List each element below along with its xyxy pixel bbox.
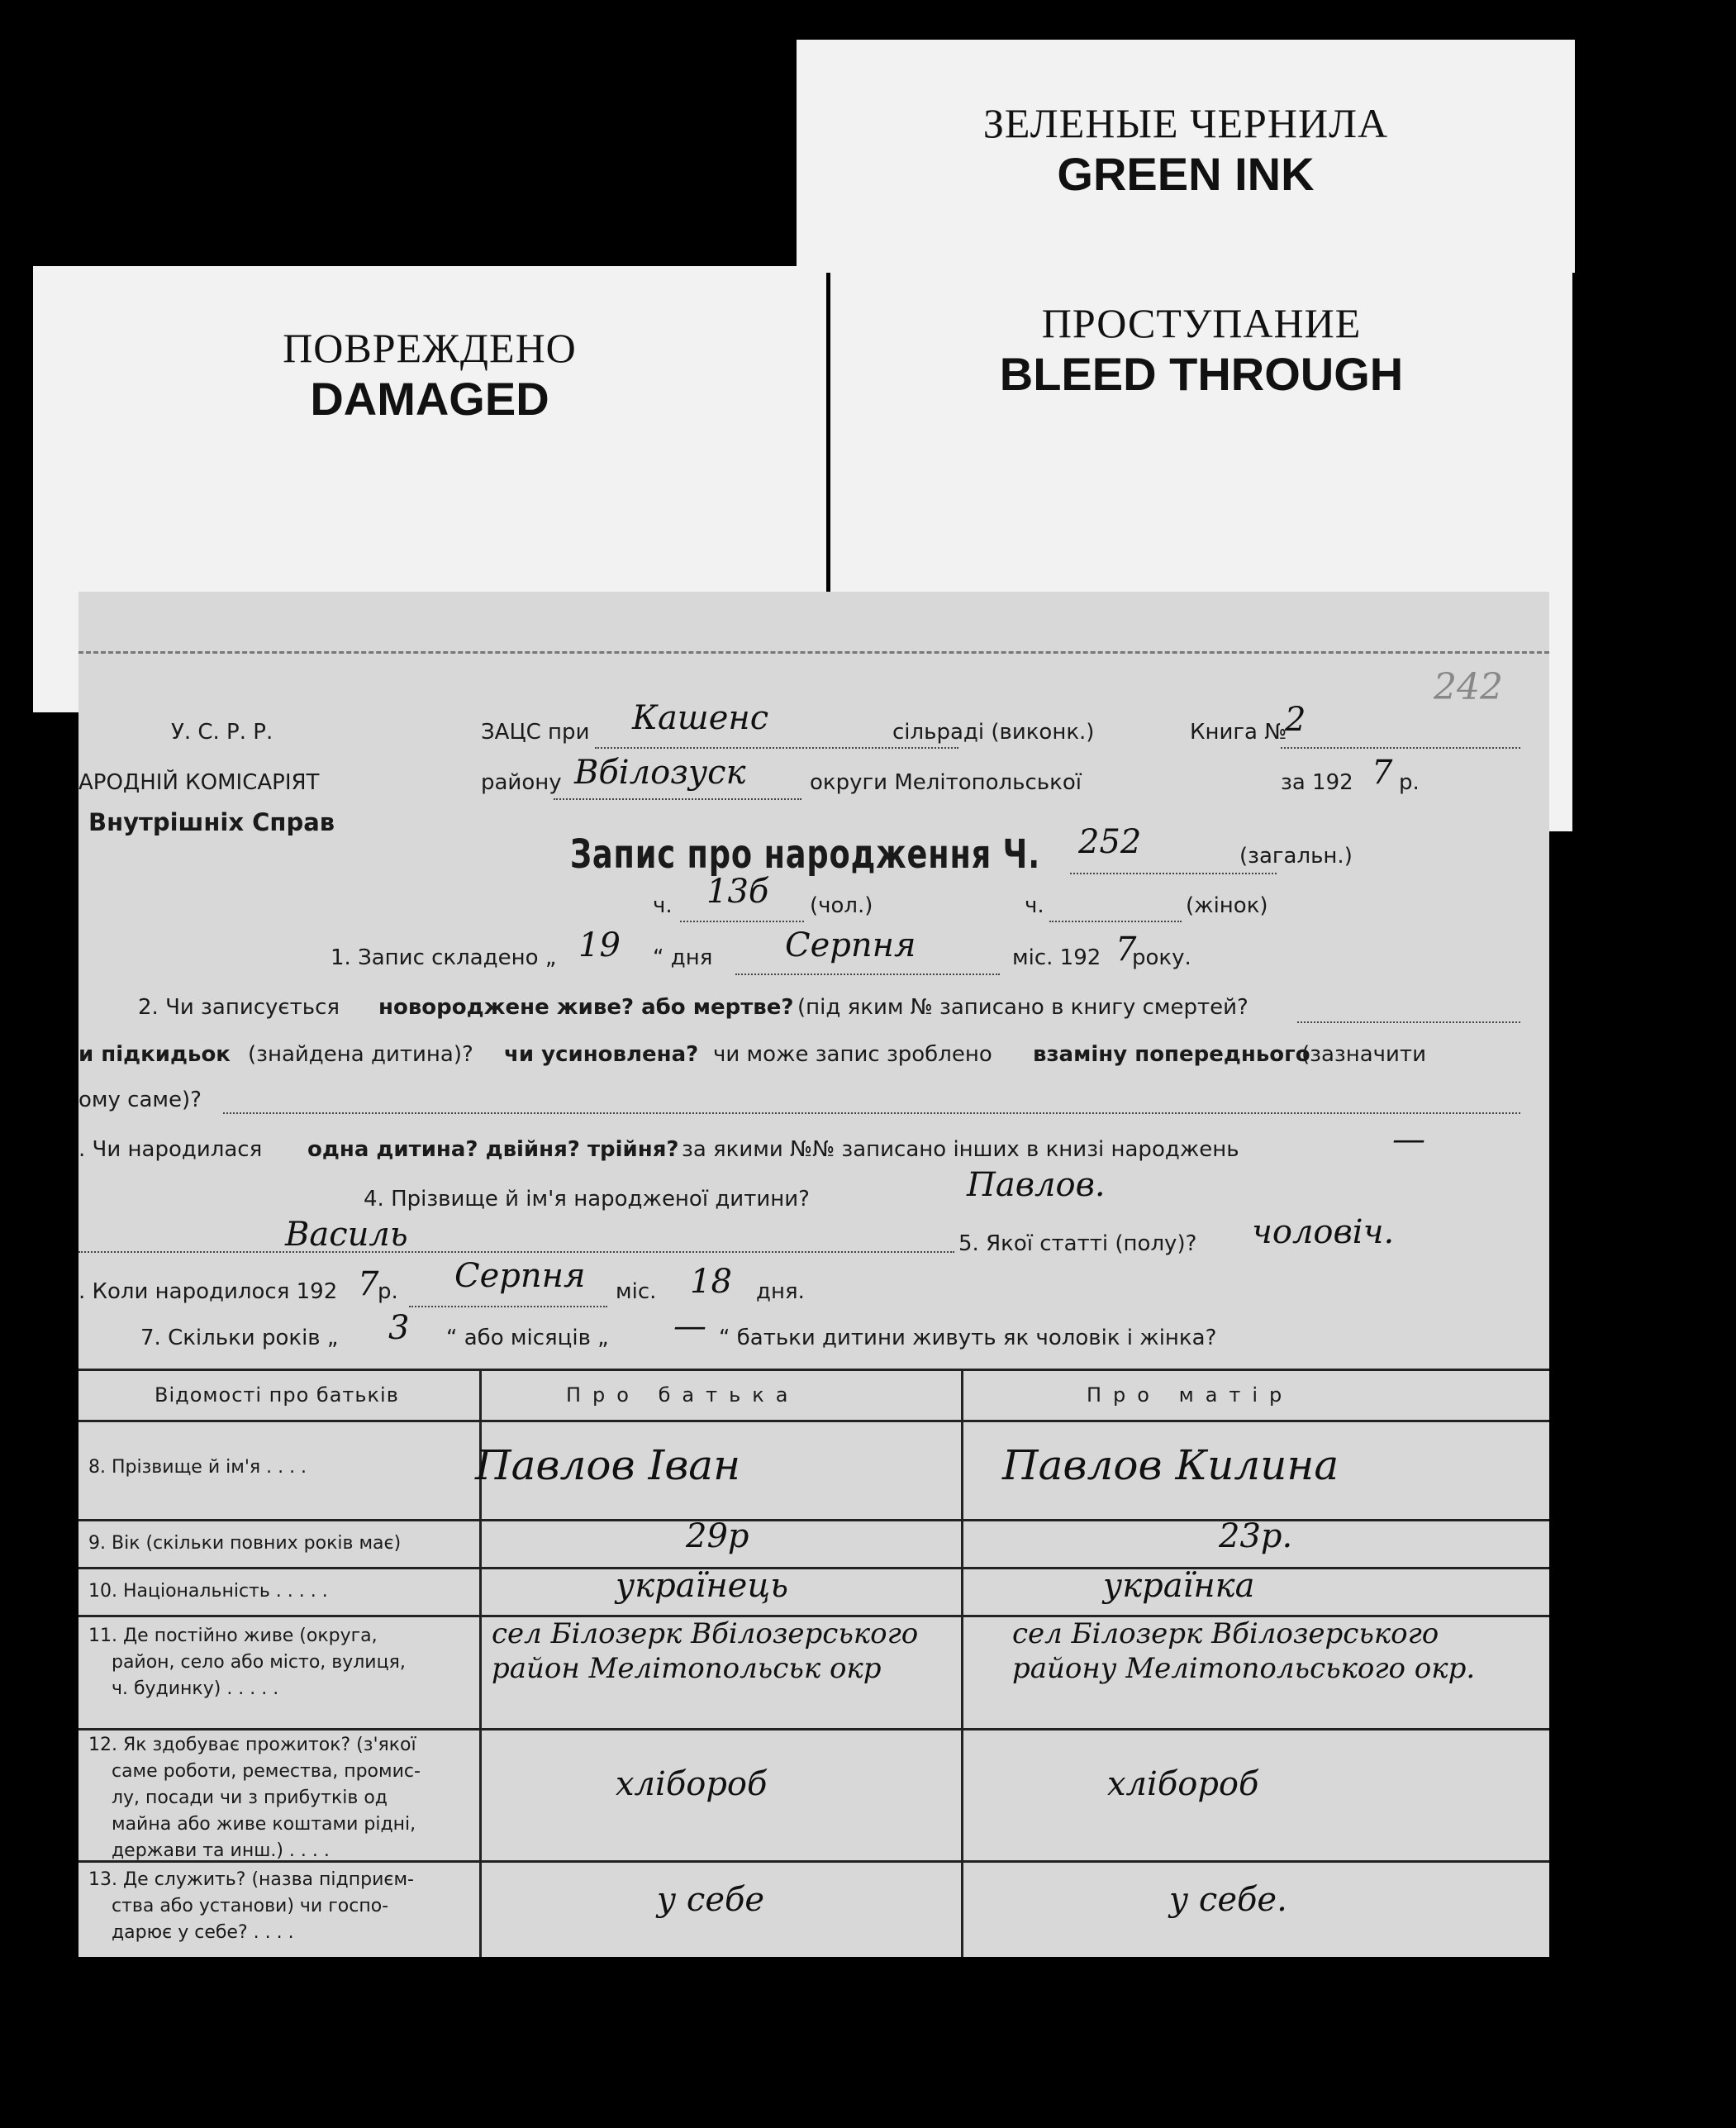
q4-label: 4. Прізвище й ім'я народженої дитини? [364,1187,810,1212]
q5-label: 5. Якої статті (полу)? [958,1231,1197,1256]
q6-prefix: . Коли народилося 192 [78,1279,338,1304]
q6-month-line [409,1306,607,1307]
q6-day: 18 [690,1263,732,1301]
zags-suffix: сільраді (виконк.) [892,720,1095,745]
father-age: 29р [686,1517,749,1555]
header-parents-info: Відомості про батьків [155,1383,399,1407]
row-label-residence: 11. Де постійно живе (округа, район, село або місто, вулиця, ч. будинку) . . . . . [88,1626,406,1699]
mother-name: Павлов Килина [1002,1441,1339,1489]
father-employment: у себе [657,1881,765,1919]
row-border [78,1519,1549,1521]
q2-which: ому саме)? [78,1088,202,1112]
q2-death-book: (під яким № записано в книгу смертей? [797,995,1248,1020]
year-label: за 192 [1281,770,1353,795]
book-label: Книга № [1190,720,1287,745]
q2-which-line [223,1112,1520,1114]
q3-prefix: . Чи народилася [78,1137,263,1162]
internal-affairs-header: Внутрішніх Справ [88,808,335,836]
green-ink-en: GREEN INK [1057,148,1315,200]
district-name: Вбілозуск [574,754,746,792]
book-line [1281,747,1520,749]
father-nationality: українець [616,1567,789,1605]
father-livelihood: хлібороб [616,1765,768,1803]
column-divider [961,1369,963,1957]
mother-age: 23р. [1219,1517,1293,1555]
damaged-ru: ПОВРЕЖДЕНО [283,325,577,371]
table-header-border [78,1420,1549,1422]
district-prefix: району [481,770,562,795]
row-border [78,1728,1549,1730]
general-label: (загальн.) [1239,844,1353,869]
father-residence: сел Білозерк Вбілозерського район Мелітопольськ окр [492,1617,919,1685]
q2-found: (знайдена дитина)? [248,1042,473,1067]
female-count-line [1049,921,1182,922]
bleed-through-ru: ПРОСТУПАНИЕ [1041,300,1362,346]
q1-month: Серпня [785,926,916,964]
q2-alive-or-dead: новороджене живе? або мертве? [378,995,794,1020]
q1-day: 19 [578,926,621,964]
mother-nationality: українка [1103,1567,1255,1605]
q7-mid: “ або місяців „ [446,1326,609,1350]
row-label-name: 8. Прізвище й ім'я . . . . [88,1457,307,1478]
mother-residence: сел Білозерк Вбілозерського району Мелітопольського окр. [1012,1617,1476,1685]
q4-surname: Павлов. [967,1166,1106,1204]
q6-r: р. [378,1279,398,1304]
q1-suffix: міс. 192 [1012,945,1101,970]
mother-livelihood: хлібороб [1107,1765,1259,1803]
q2-indicate: (зазначити [1301,1042,1426,1067]
q7-months: — [673,1307,706,1345]
q1-prefix: 1. Запис складено „ [331,945,557,970]
male-ch-label: ч. [653,893,673,918]
birth-record-form [78,592,1549,1957]
commissariat-header: АРОДНІЙ КОМІСАРІЯТ [78,770,320,795]
bleed-through-en: BLEED THROUGH [999,348,1404,400]
header-father: Про батька [566,1383,800,1407]
q4-name: Василь [285,1216,408,1254]
record-number: 252 [1078,823,1142,861]
year-suffix: р. [1399,770,1420,795]
ussr-header: У. С. Р. Р. [171,720,273,745]
zags-village: Кашенс [632,699,769,737]
parents-table [78,1369,1549,1957]
q6-dnya: дня. [756,1279,805,1304]
male-count-line [680,921,804,922]
q2-adopted: чи усиновлена? [504,1042,699,1067]
q3-numbers: за якими №№ записано інших в книзі народжень [682,1137,1239,1162]
district-line [554,798,801,800]
green-ink-card [797,40,1575,273]
q1-mid: “ дня [653,945,713,970]
q3-twins: одна дитина? двійня? трійня? [307,1137,679,1162]
q1-year: 7 [1115,931,1137,969]
q2-prefix: 2. Чи записується [138,995,340,1020]
form-title: Запис про народження Ч. [570,831,1040,878]
q4-name-line [78,1251,954,1253]
zags-line [595,747,958,749]
q1-end: року. [1132,945,1191,970]
mother-employment: у себе. [1169,1881,1287,1919]
q3-answer: — [1392,1121,1425,1159]
q6-mis: міс. [616,1279,657,1304]
row-border [78,1567,1549,1569]
q6-month: Серпня [454,1257,586,1295]
perforation-line [78,651,1549,654]
female-ch-label: ч. [1025,893,1044,918]
q1-month-line [735,974,1000,975]
q2-may: чи може запис зроблено [713,1042,992,1067]
male-label: (чол.) [810,893,873,918]
q7-prefix: 7. Скільки років „ [140,1326,339,1350]
header-mother: Про матір [1087,1383,1294,1407]
q7-years: 3 [388,1309,410,1347]
table-top-border [78,1369,1549,1371]
q2-line [1297,1021,1520,1023]
row-label-age: 9. Вік (скільки повних років має) [88,1533,402,1554]
female-label: (жінок) [1186,893,1268,918]
row-label-employment: 13. Де служить? (назва підприєм- ства або установи) чи госпо- дарює у себе? . . . . [88,1869,414,1943]
male-count: 13б [706,873,769,911]
q6-year: 7 [358,1265,379,1303]
corner-number: 242 [1434,666,1503,708]
book-number: 2 [1285,701,1306,739]
row-label-livelihood: 12. Як здобуває прожиток? (з'якої саме роботи, ремества, промис- лу, посади чи з прибутків од майна або живе коштами рідні, держави та инш.) . . . . [88,1735,421,1861]
record-number-line [1070,873,1277,874]
okrug-label: округи Мелітопольської [810,770,1082,795]
q7-rest: “ батьки дитини живуть як чоловік і жінка? [719,1326,1217,1350]
zags-prefix: ЗАЦС при [481,720,590,745]
father-name: Павлов Іван [475,1441,741,1489]
green-ink-ru: ЗЕЛЕНЫЕ ЧЕРНИЛА [982,100,1389,146]
q2-foundling: и підкидьок [78,1042,231,1067]
row-label-nationality: 10. Національність . . . . . [88,1581,328,1602]
damaged-en: DAMAGED [310,373,549,425]
q2-replacement: взаміну попереднього [1033,1042,1310,1067]
year-digit: 7 [1372,754,1393,792]
q5-answer: чоловіч. [1252,1213,1395,1251]
